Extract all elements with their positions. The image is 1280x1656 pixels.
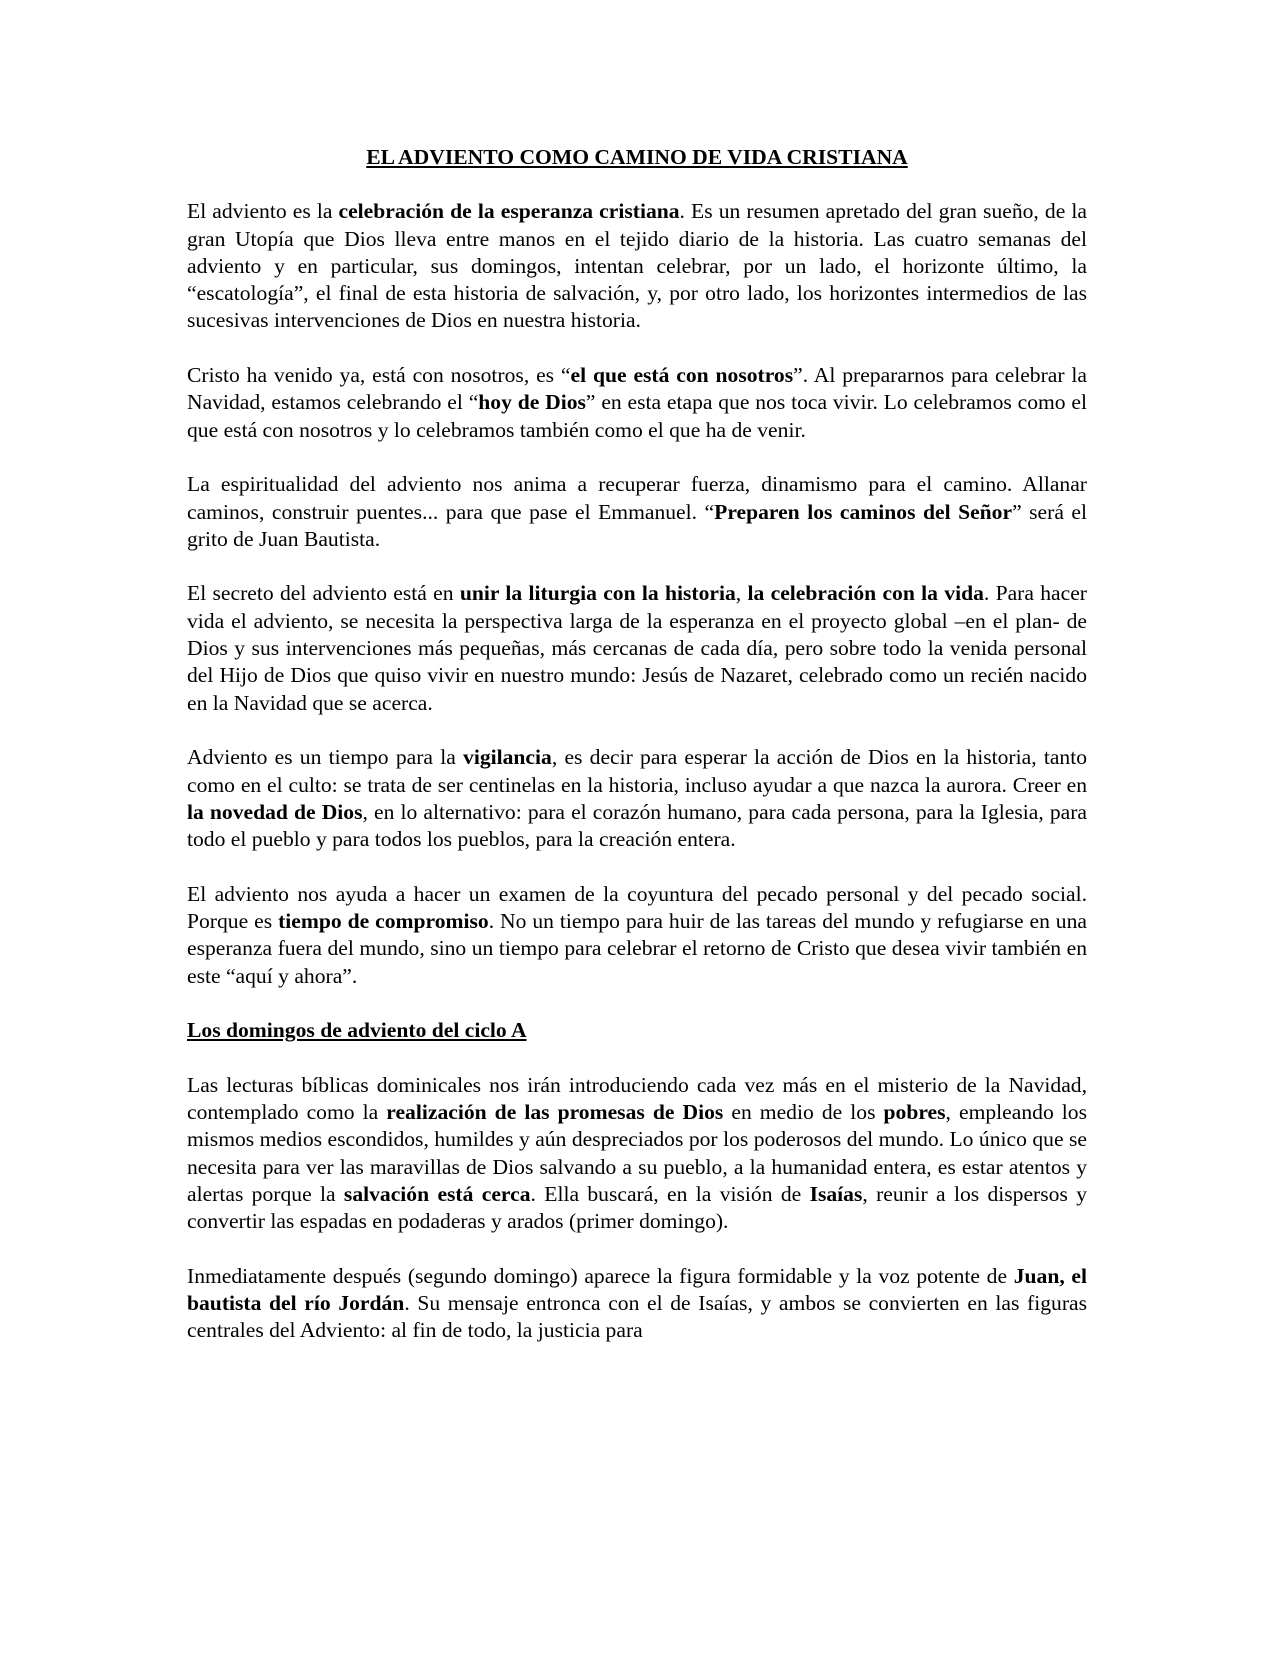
- text-run: La espiritualidad del adviento nos anima a recuperar fuerza, dinamismo para el camino. Allanar caminos, construir puentes... para que pase el Emmanuel. “: [187, 472, 1087, 524]
- bold-phrase: hoy de Dios: [478, 390, 586, 415]
- paragraph-2: [187, 362, 1087, 444]
- text-run: El adviento nos ayuda a hacer un examen de la coyuntura del pecado personal y del pecado social. Porque es: [187, 881, 1087, 934]
- bold-phrase: realización de las promesas de Dios: [386, 1100, 724, 1125]
- paragraph-5: [187, 744, 1087, 853]
- bold-phrase: Juan, el bautista del río Jordán: [187, 1263, 1087, 1316]
- text-run: ” será el grito de Juan Bautista.: [187, 499, 1088, 551]
- paragraph-6: [187, 881, 1087, 990]
- bold-phrase: tiempo de compromiso: [278, 909, 489, 934]
- bold-phrase: la novedad de Dios: [187, 799, 363, 824]
- text-run: El secreto del adviento está en: [187, 581, 460, 606]
- text-run: . Para hacer vida el adviento, se necesita la perspectiva larga de la esperanza en el proyecto global –en el plan- de Dios y sus intervenciones más pequeñas, más cercanas de cada día, pero sobre todo la venida personal del Hijo de Dios que quiso vivir en nuestro mundo: Jesús de Nazaret, celebrado como un recién nacido en la Navidad que se acerca.: [187, 581, 1088, 715]
- text-run: . No un tiempo para huir de las tareas del mundo y refugiarse en una esperanza fuera del mundo, sino un tiempo para celebrar el retorno de Cristo que desea vivir también en este “aquí y ahora”.: [187, 909, 1087, 988]
- bold-phrase: la celebración con la vida: [747, 581, 984, 606]
- text-run: . Su mensaje entronca con el de Isaías, y ambos se convierten en las figuras centrales del Adviento: al fin de todo, la justicia para: [187, 1291, 1087, 1343]
- bold-phrase: vigilancia: [463, 745, 552, 770]
- text-run: Inmediatamente después (segundo domingo) aparece la figura formidable y la voz potente de: [187, 1263, 1014, 1288]
- text-run: . Es un resumen apretado del gran sueño, de la gran Utopía que Dios lleva entre manos en el tejido diario de la historia. Las cuatro semanas del adviento y en particular, sus domingos, intentan celebrar, por un lado, el horizonte último, la “escatología”, el final de esta historia de salvación, y, por otro lado, los horizontes intermedios de las sucesivas intervenciones de Dios en nuestra historia.: [187, 199, 1087, 333]
- paragraph-8: [187, 1263, 1087, 1345]
- section-heading: Los domingos de adviento del ciclo A: [187, 1018, 527, 1043]
- bold-phrase: Isaías: [809, 1181, 863, 1206]
- text-run: . Ella buscará, en la visión de: [530, 1181, 810, 1206]
- paragraph-3: [187, 471, 1087, 553]
- text-run: en medio de los: [723, 1100, 884, 1125]
- text-run: , es decir para esperar la acción de Dios en la historia, tanto como en el culto: se trata de ser centinelas en la historia, incluso ayudar a que nazca la aurora. Creer en: [187, 745, 1087, 797]
- text-run: El adviento es la: [187, 199, 339, 224]
- text-run: , empleando los mismos medios escondidos, humildes y aún despreciados por los poderosos del mundo. Lo único que se necesita para ver las maravillas de Dios salvando a su pueblo, a la humanidad entera, es estar atentos y alertas porque la: [187, 1100, 1088, 1206]
- document-page: [187, 144, 1087, 1372]
- bold-phrase: Preparen los caminos del Señor: [714, 499, 1013, 524]
- paragraph-1: [187, 198, 1087, 334]
- bold-phrase: celebración de la esperanza cristiana: [338, 199, 680, 224]
- bold-phrase: salvación está cerca: [343, 1181, 531, 1206]
- document-title: EL ADVIENTO COMO CAMINO DE VIDA CRISTIANA: [366, 145, 908, 169]
- text-run: Adviento es un tiempo para la: [187, 745, 464, 770]
- text-run: , en lo alternativo: para el corazón humano, para cada persona, para la Iglesia, para todo el pueblo y para todos los pueblos, para la creación entera.: [187, 799, 1087, 852]
- text-run: Cristo ha venido ya, está con nosotros, es “: [187, 363, 571, 388]
- bold-phrase: unir la liturgia con la historia: [459, 581, 736, 606]
- bold-phrase: pobres: [883, 1100, 946, 1125]
- paragraph-7: [187, 1072, 1087, 1236]
- text-run: Las lecturas bíblicas dominicales nos irán introduciendo cada vez más en el misterio de la Navidad, contemplado como la: [187, 1072, 1087, 1125]
- text-run: ,: [735, 581, 748, 606]
- paragraph-4: [187, 580, 1087, 716]
- text-run: ” en esta etapa que nos toca vivir. Lo celebramos como el que está con nosotros y lo celebramos también como el que ha de venir.: [187, 390, 1087, 442]
- bold-phrase: el que está con nosotros: [570, 363, 794, 388]
- text-run: ”. Al prepararnos para celebrar la Navidad, estamos celebrando el “: [187, 363, 1087, 415]
- text-run: , reunir a los dispersos y convertir las espadas en podaderas y arados (primer domingo).: [187, 1181, 1087, 1234]
